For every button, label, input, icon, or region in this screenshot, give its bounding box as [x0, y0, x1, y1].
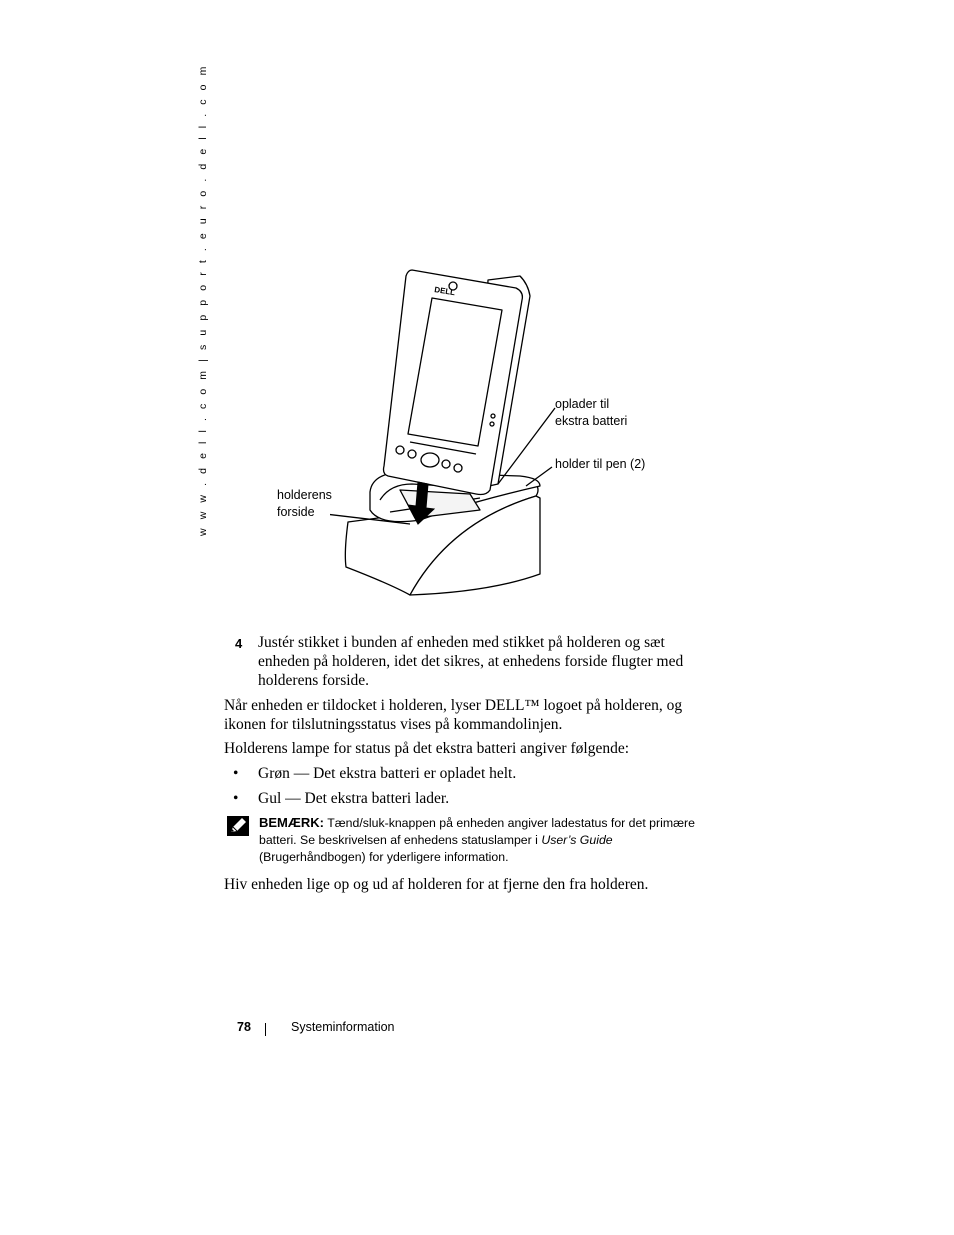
bullet-symbol: • — [233, 765, 239, 782]
callout-stylus-holder: holder til pen (2) — [555, 457, 646, 471]
cradle-illustration — [330, 262, 660, 607]
bullet-text: Gul — Det ekstra batteri lader. — [258, 790, 450, 807]
pencil-note-icon — [227, 816, 249, 836]
device-logo: DELL — [433, 285, 456, 298]
note-label: BEMÆRK: — [259, 815, 324, 830]
page-number: 78 — [237, 1020, 251, 1034]
paragraph-docked: Når enheden er tildocket i holderen, lyser DELL™ logoet på holderen, og ikonen for tilslutningsstatus vises på kommandolinjen. — [224, 697, 683, 733]
bullet-symbol: • — [233, 790, 239, 807]
callout-cradle-front: holderens forside — [277, 488, 332, 519]
step-text: Justér stikket i bunden af enheden med stikket på holderen og sæt enheden på holderen, idet det sikres, at enhedens forside flugter med holderens forside. — [258, 634, 684, 689]
note-text — [259, 814, 699, 866]
step-number: 4 — [235, 636, 243, 651]
note-text-before: Tænd/sluk-knappen på enheden angiver ladestatus for det primære batteri. Se beskrivelsen af enhedens statuslamper i — [259, 816, 695, 847]
side-url: w w w . d e l l . c o m | s u p p o r t . e u r o . d e l l . c o m — [197, 63, 209, 536]
bullet-text: Grøn — Det ekstra batteri er opladet helt. — [258, 765, 517, 782]
note-italic-title: User’s Guide — [541, 833, 613, 847]
paragraph-lamp-status: Holderens lampe for status på det ekstra batteri angiver følgende: — [224, 740, 630, 757]
note-text-after: (Brugerhåndbogen) for yderligere information. — [259, 850, 509, 864]
section-name: Systeminformation — [291, 1020, 395, 1034]
paragraph-remove: Hiv enheden lige op og ud af holderen for at fjerne den fra holderen. — [224, 876, 649, 893]
callout-spare-battery-charger: oplader til ekstra batteri — [555, 397, 628, 428]
footer-divider — [265, 1023, 266, 1036]
